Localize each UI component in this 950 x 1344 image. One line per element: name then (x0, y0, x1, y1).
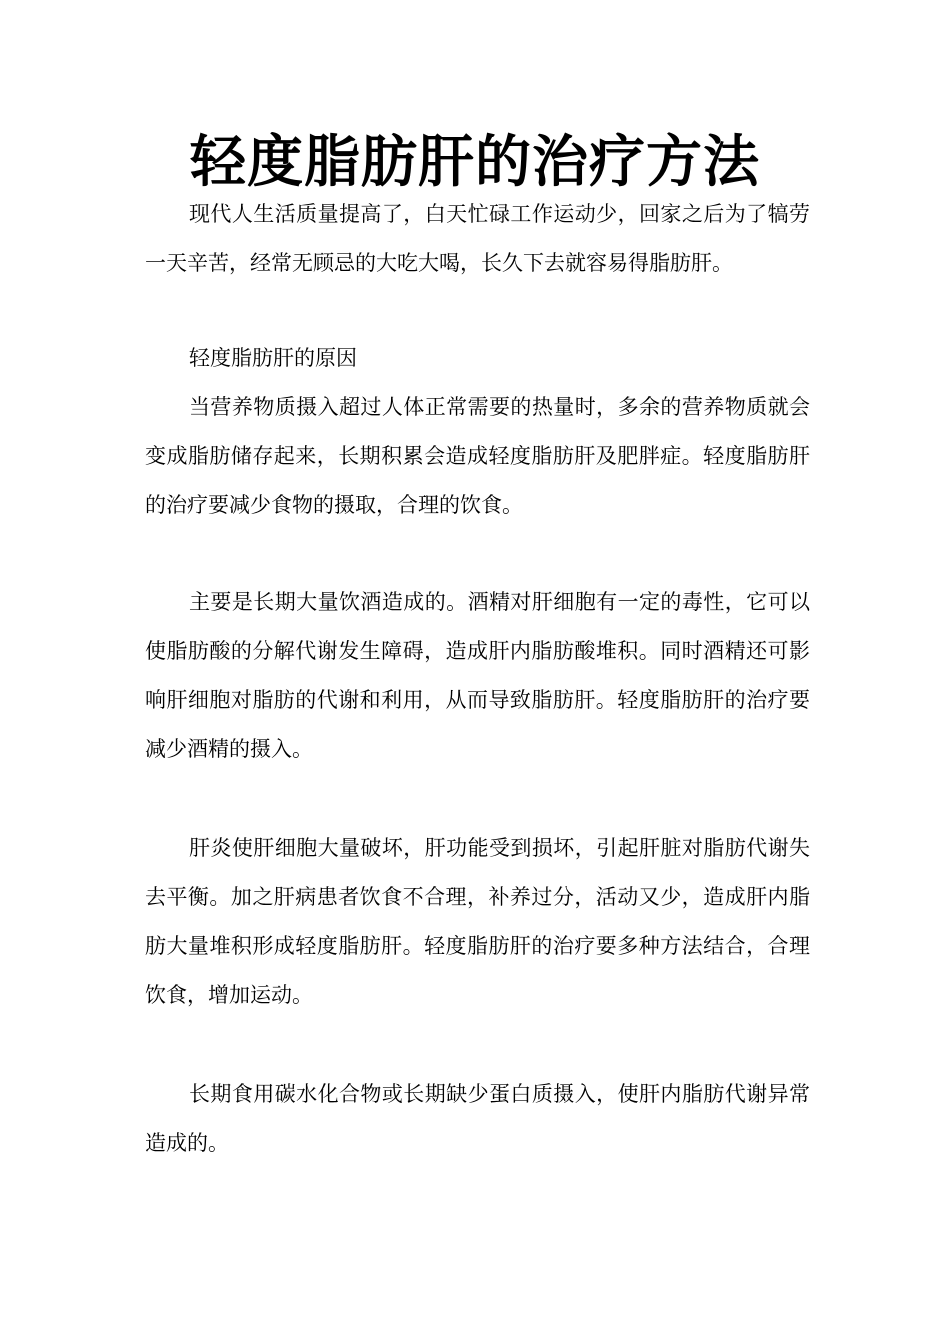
paragraph-intro: 现代人生活质量提高了，白天忙碌工作运动少，回家之后为了犒劳一天辛苦，经常无顾忌的大吃大喝，长久下去就容易得脂肪肝。 (145, 202, 810, 275)
paragraph-hepatitis: 肝炎使肝细胞大量破坏，肝功能受到损坏，引起肝脏对脂肪代谢失去平衡。加之肝病患者饮食不合理，补养过分，活动又少，造成肝内脂肪大量堆积形成轻度脂肪肝。轻度脂肪肝的治疗要多种方法结合，合理饮食，增加运动。 (145, 836, 810, 1007)
page-title: 轻度脂肪肝的治疗方法 (190, 130, 760, 195)
paragraph-alcohol: 主要是长期大量饮酒造成的。酒精对肝细胞有一定的毒性，它可以使脂肪酸的分解代谢发生障碍，造成肝内脂肪酸堆积。同时酒精还可影响肝细胞对脂肪的代谢和利用，从而导致脂肪肝。轻度脂肪肝的治疗要减少酒精的摄入。 (145, 590, 810, 761)
section-heading-causes: 轻度脂肪肝的原因 (189, 346, 357, 370)
paragraph-nutrition: 当营养物质摄入超过人体正常需要的热量时，多余的营养物质就会变成脂肪储存起来，长期积累会造成轻度脂肪肝及肥胖症。轻度脂肪肝的治疗要减少食物的摄取，合理的饮食。 (145, 395, 810, 517)
paragraph-diet: 长期食用碳水化合物或长期缺少蛋白质摄入，使肝内脂肪代谢异常造成的。 (145, 1082, 810, 1155)
